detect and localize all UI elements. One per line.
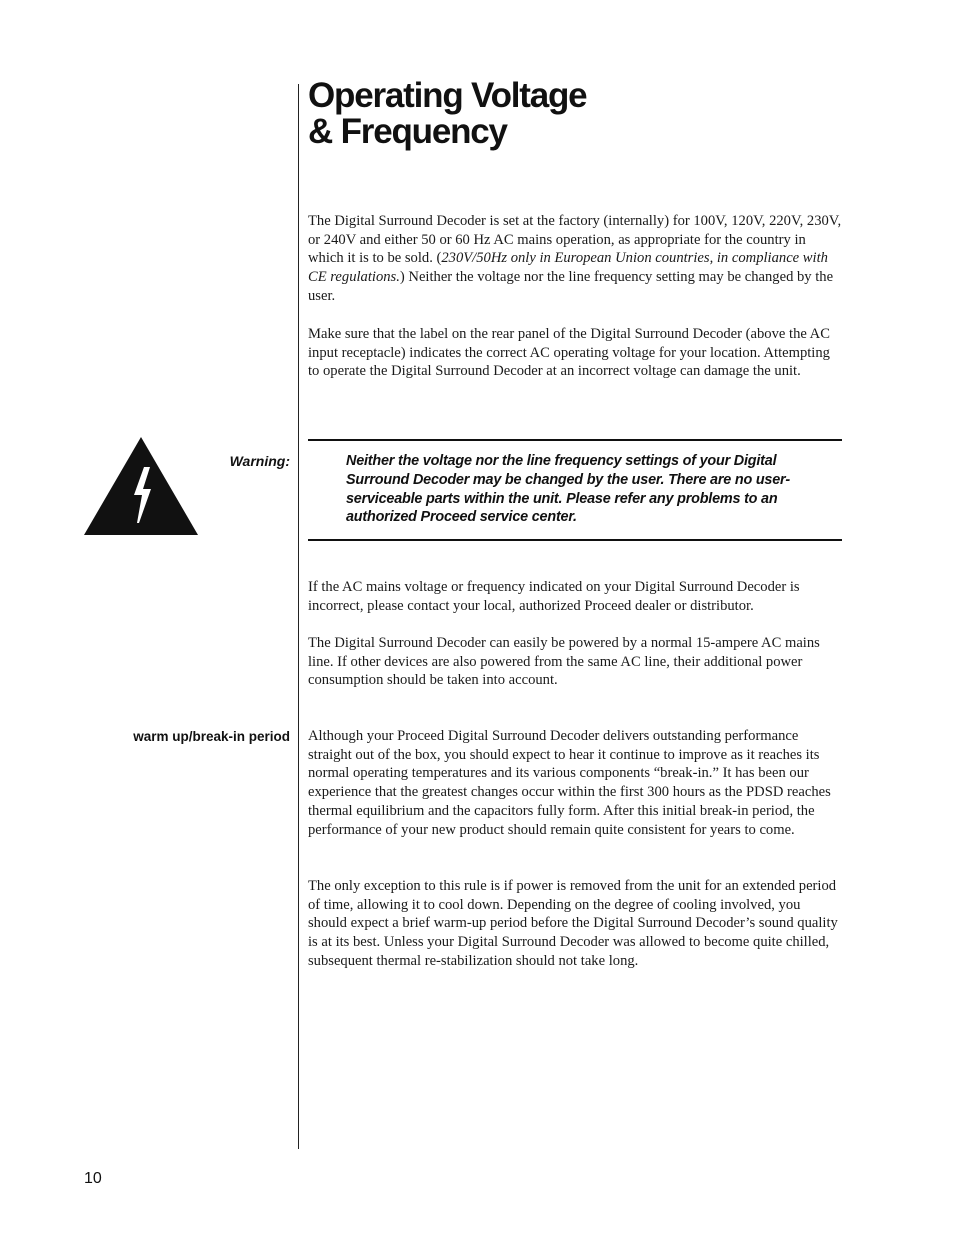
label-check-paragraph: Make sure that the label on the rear panel of the Digital Surround Decoder (above the AC input receptacle) indicates the correct AC operating voltage for your location. Attempting to operate the Digital Surround Decoder at an incorrect voltage can damage the unit.: [308, 326, 830, 380]
voltage-paragraph-text-b: ) Neither the voltage nor the line frequency setting may be changed by the user.: [308, 269, 834, 304]
warmup-section-label: warm up/break-in period: [133, 729, 290, 744]
warning-top-rule: [308, 439, 842, 441]
voltage-paragraph: [308, 212, 842, 306]
warning-label: Warning:: [229, 453, 290, 469]
page-number: 10: [84, 1170, 102, 1187]
page-title-line-1: Operating Voltage: [308, 76, 587, 115]
voltage-paragraph-text-a: The Digital Surround Decoder is set at the factory (internally) for 100V, 120V, 220V, 230V, or 240V and either 50 or 60 Hz AC mains operation, as appropriate for the country in which it is to be sold. (: [308, 213, 842, 267]
page-title: [308, 78, 586, 150]
break-in-paragraph: Although your Proceed Digital Surround Decoder delivers outstanding performance straight out of the box, you should expect to hear it continue to improve as it reaches its normal operating temperatures and its various components “break-in.” It has been our experience that the greatest changes occur within the first 300 hours as the PDSD reaches thermal equilibrium and the capacitors fully form. After this initial break-in period, the performance of your new product should remain quite consistent for years to come.: [308, 728, 831, 838]
page-title-line-2: & Frequency: [308, 112, 507, 151]
warning-text: Neither the voltage nor the line frequency settings of your Digital Surround Decoder may be changed by the user. There are no user-serviceable parts within the unit. Please refer any problems to an authorized Proceed service center.: [346, 453, 791, 526]
warning-bottom-rule: [308, 539, 842, 541]
incorrect-voltage-paragraph: If the AC mains voltage or frequency indicated on your Digital Surround Decoder is incorrect, please contact your local, authorized Proceed dealer or distributor.: [308, 579, 800, 614]
eu-compliance-note: 230V/50Hz only in European Union countries, in compliance with CE regulations.: [308, 250, 828, 286]
power-line-paragraph: The Digital Surround Decoder can easily be powered by a normal 15-ampere AC mains line. If other devices are also powered from the same AC line, their additional power consumption should be taken into account.: [308, 635, 820, 689]
warmup-exception-paragraph: The only exception to this rule is if power is removed from the unit for an extended period of time, allowing it to cool down. Depending on the degree of cooling involved, you should expect a brief warm-up period before the Digital Surround Decoder’s sound quality is at its best. Unless your Digital Surround Decoder was allowed to become quite chilled, subsequent thermal re-stabilization should not take long.: [308, 878, 838, 969]
margin-divider: [298, 84, 299, 1149]
electrical-hazard-icon: [84, 437, 198, 535]
